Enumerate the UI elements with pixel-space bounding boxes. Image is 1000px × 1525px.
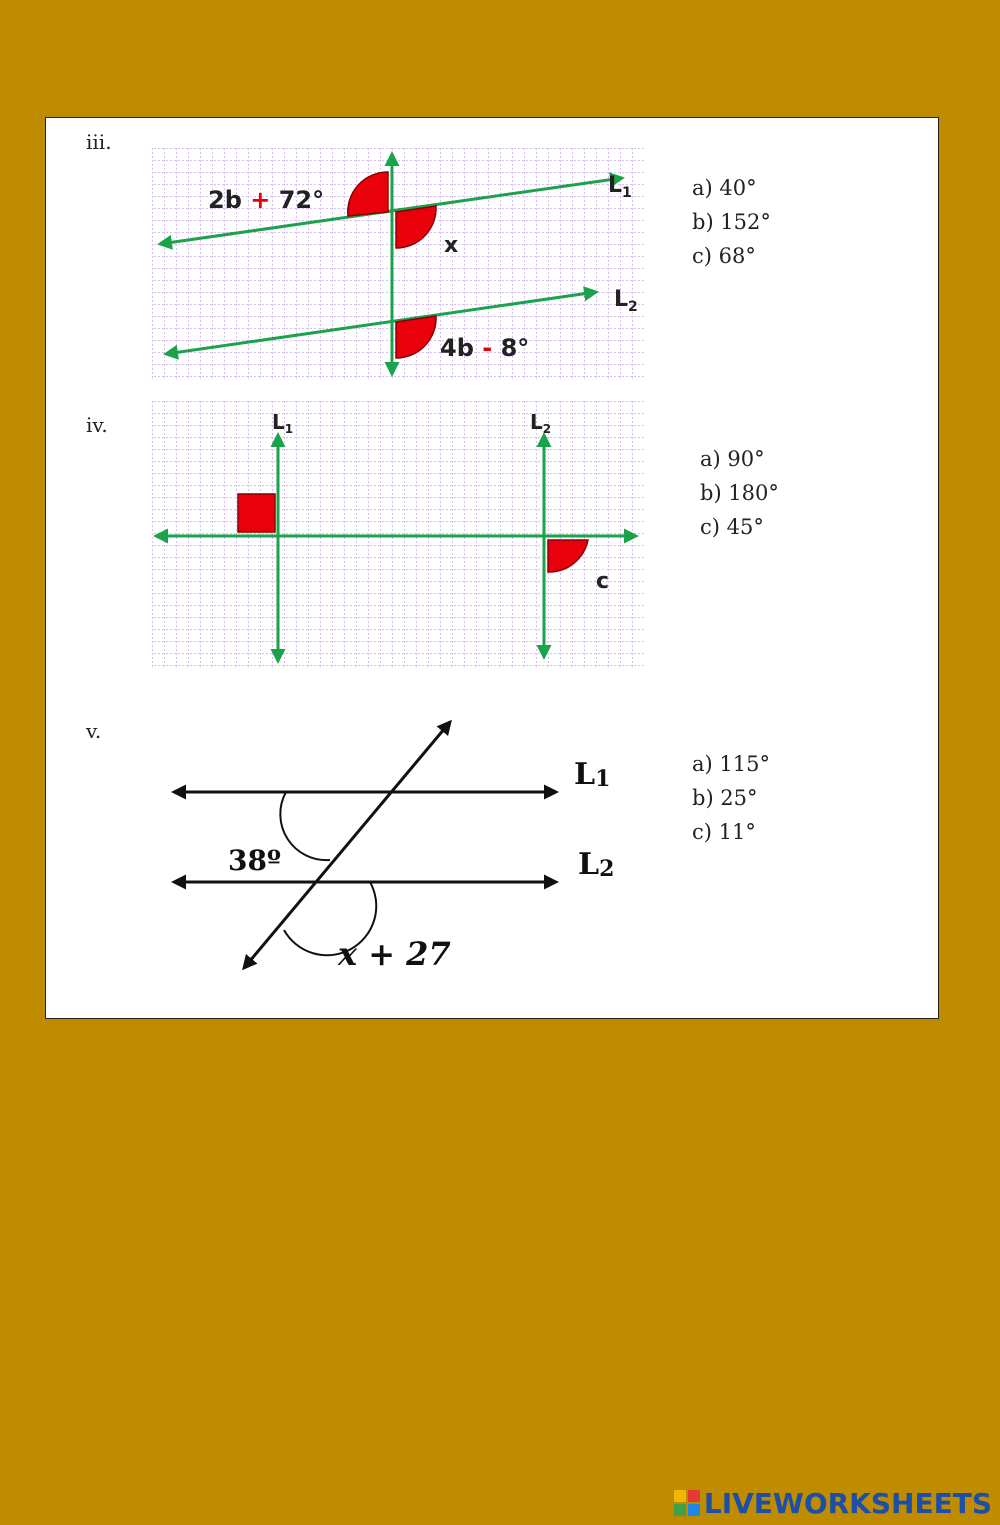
svg-text:L2 [578,847,614,882]
brand-logo[interactable] [674,1487,992,1519]
label-72: 72° [278,186,325,214]
label-x-plus-27: x + 27 [338,935,451,973]
label-4b: 4b [440,334,474,362]
svg-text:2b + 72° [208,186,324,214]
label-l2: L [530,410,543,434]
question-number-iii: iii. [86,130,112,154]
option-b[interactable]: b) 180° [700,481,779,505]
label-l1-sub: 1 [595,766,611,792]
option-c[interactable]: c) 11° [692,820,756,844]
option-a[interactable]: a) 90° [700,447,765,471]
svg-text:4b - 8° [440,334,529,362]
figure-perpendicular-lines [152,401,644,669]
options-v [692,747,770,849]
brand-icon [674,1490,700,1516]
option-b[interactable]: b) 25° [692,786,758,810]
option-a[interactable]: a) 115° [692,752,770,776]
label-l2-sub: 2 [628,299,638,315]
label-minus: - [482,334,493,362]
figure-parallel-lines-transversal [152,148,644,378]
label-c: c [596,569,610,594]
option-b[interactable]: b) 152° [692,210,771,234]
angle-arc-38 [280,792,330,860]
figure-parallel-lines-bw [152,710,632,980]
options-iv [700,442,779,544]
label-l2: L [578,847,600,882]
worksheet-card [45,117,939,1019]
label-l1: L [608,173,623,198]
option-a[interactable]: a) 40° [692,176,757,200]
label-l2-sub: 2 [542,422,552,436]
question-number-v: v. [86,719,102,743]
label-plus: + [250,186,271,214]
svg-text:L1 [574,757,610,792]
option-c[interactable]: c) 45° [700,515,764,539]
label-l1: L [574,757,596,792]
question-number-iv: iv. [86,413,108,437]
label-l1-sub: 1 [284,422,294,436]
label-l1: L [272,410,285,434]
label-2b: 2b [208,186,242,214]
label-x: x [444,233,459,258]
label-l2: L [614,287,629,312]
label-8: 8° [500,334,530,362]
brand-name: LIVEWORKSHEETS [703,1486,992,1520]
label-38: 38º [228,844,281,877]
right-angle-marker [238,494,275,532]
label-l1-sub: 1 [622,185,632,201]
options-iii [692,171,771,273]
label-l2-sub: 2 [599,856,615,882]
option-c[interactable]: c) 68° [692,244,756,268]
